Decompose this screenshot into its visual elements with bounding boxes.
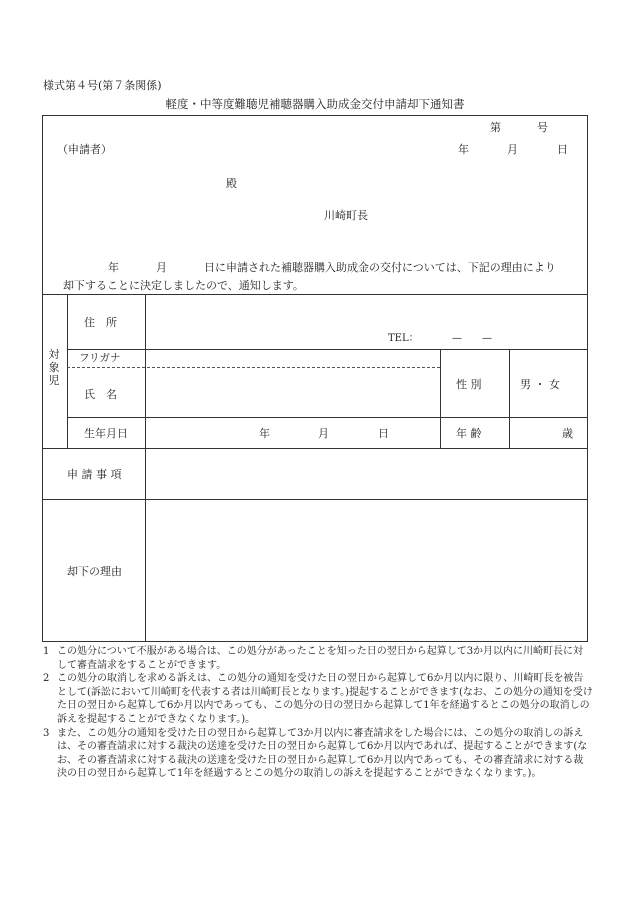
number-suffix: 号 xyxy=(537,121,548,134)
birthdate-label: 生年月日 xyxy=(84,427,128,440)
birth-month: 月 xyxy=(318,427,329,440)
note-number: 2 xyxy=(43,673,50,685)
tel-label: TEL： xyxy=(388,333,419,344)
application-items-label: 申 請 事 項 xyxy=(67,468,122,481)
note-item xyxy=(43,727,593,781)
note-item xyxy=(43,645,593,672)
age-unit: 歳 xyxy=(562,427,573,440)
issuer: 川崎町長 xyxy=(324,209,368,222)
note-item xyxy=(43,672,593,726)
note-number: 3 xyxy=(43,727,50,739)
birth-year: 年 xyxy=(259,427,270,440)
note-text: この処分について不服がある場合は、この処分があったことを知った日の翌日から起算して3か月以内に川崎町長に対して審査請求をすることができます。 xyxy=(57,646,584,671)
address-label: 住 所 xyxy=(84,316,117,329)
applicant-label: （申請者） xyxy=(57,143,112,156)
date-month: 月 xyxy=(507,143,518,156)
gender-options: 男 ・ 女 xyxy=(520,378,560,391)
form-title: 軽度・中等度難聴児補聴器購入助成金交付申請却下通知書 xyxy=(165,97,465,111)
tel-value: — — xyxy=(452,333,492,344)
age-label: 年 齢 xyxy=(456,427,482,440)
body-year: 年 xyxy=(108,261,119,274)
date-day: 日 xyxy=(557,143,568,156)
name-label: 氏 名 xyxy=(84,388,117,401)
note-text: この処分の取消しを求める訴えは、この処分の通知を受けた日の翌日から起算して6か月以内に限り、川崎町長を被告として(訴訟において川崎町を代表する者は川崎町長となります。)提起することができます(なお、この処分の通知を受けた日の翌日から起算して6か月以内であっても、この処分の日の翌日から起算して1年を経過するとこの処分の取消しの訴えを提起することができなくなります。)。 xyxy=(57,673,593,725)
furigana-label: フリガナ xyxy=(79,352,121,364)
gender-label: 性 別 xyxy=(456,378,482,391)
honorific: 殿 xyxy=(226,177,237,190)
birth-day: 日 xyxy=(378,427,389,440)
note-text: また、この処分の通知を受けた日の翌日から起算して3か月以内に審査請求をした場合には、この処分の取消しの訴えは、その審査請求に対する裁決の送達を受けた日の翌日から起算して6か月以内であれば、提起することができます(なお、その審査請求に対する裁決の送達を受けた日の翌日から起算して6か月以内であっても、その審査請求に対する裁決の日の翌日から起算して1年を経過するとこの処分の取消しの訴えを提起することができなくなります。)。 xyxy=(57,727,588,780)
body-month: 月 xyxy=(156,261,167,274)
date-year: 年 xyxy=(458,143,469,156)
subject-child-label: 対 象 児 xyxy=(48,348,60,387)
form-number: 様式第４号(第７条関係) xyxy=(43,79,162,92)
notice-body-line2: 却下することに決定しましたので、通知します。 xyxy=(63,279,304,292)
legal-notes xyxy=(43,645,593,781)
rejection-reason-label: 却下の理由 xyxy=(67,565,122,578)
note-number: 1 xyxy=(43,646,50,657)
notice-body-line1: 日に申請された補聴器購入助成金の交付については、下記の理由により xyxy=(204,261,556,274)
number-prefix: 第 xyxy=(490,121,501,134)
